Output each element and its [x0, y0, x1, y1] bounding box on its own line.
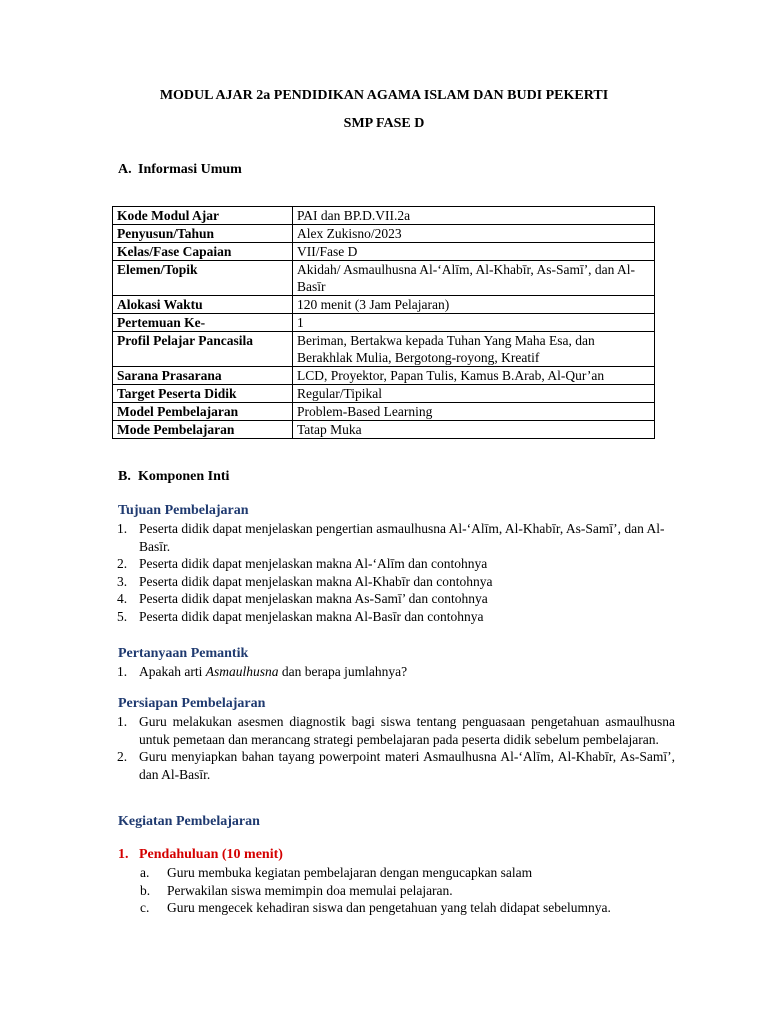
table-row — [113, 225, 655, 243]
table-row — [113, 421, 655, 439]
list-text: Perwakilan siswa memimpin doa memulai pelajaran. — [167, 882, 453, 898]
table-value: LCD, Proyektor, Papan Tulis, Kamus B.Arab, Al-Qur’an — [293, 367, 655, 385]
list-text: Peserta didik dapat menjelaskan makna Al-Khabīr dan contohnya — [139, 573, 493, 589]
table-row — [113, 403, 655, 421]
list-letter: a. — [140, 865, 150, 880]
list-number: 4. — [117, 591, 128, 606]
table-value: PAI dan BP.D.VII.2a — [293, 207, 655, 225]
list-item — [112, 663, 675, 681]
list-item — [112, 573, 675, 591]
table-key: Kelas/Fase Capaian — [113, 243, 293, 261]
list-text: Guru membuka kegiatan pembelajaran dengan mengucapkan salam — [167, 865, 533, 880]
list-item — [112, 520, 675, 555]
table-key: Penyusun/Tahun — [113, 225, 293, 243]
table-row — [113, 367, 655, 385]
list-item — [138, 899, 698, 917]
list-text: Guru melakukan asesmen diagnostik bagi siswa tentang penguasaan pengetahuan asmaulhusna untuk pemetaan dan merancang strategi pembelajaran pada peserta didik sebelum pembelajaran. — [139, 714, 675, 747]
table-value: Tatap Muka — [293, 421, 655, 439]
section-b-number: B. — [118, 469, 131, 484]
table-row — [113, 314, 655, 332]
list-letter: c. — [140, 900, 150, 915]
section-a-heading — [118, 162, 242, 178]
table-row — [113, 385, 655, 403]
general-info-table — [112, 206, 655, 439]
tujuan-list — [112, 520, 675, 625]
table-value: Akidah/ Asmaulhusna Al-‘Alīm, Al-Khabīr, As-Samī’, dan Al-Basīr — [293, 261, 655, 296]
table-row — [113, 261, 655, 296]
list-number: 1. — [117, 714, 128, 729]
table-value: Beriman, Bertakwa kepada Tuhan Yang Maha Esa, dan Berakhlak Mulia, Bergotong-royong, Kreatif — [293, 332, 655, 367]
table-key: Alokasi Waktu — [113, 296, 293, 314]
table-row — [113, 243, 655, 261]
list-number: 2. — [117, 556, 128, 571]
table-key: Model Pembelajaran — [113, 403, 293, 421]
table-value: VII/Fase D — [293, 243, 655, 261]
table-key: Kode Modul Ajar — [113, 207, 293, 225]
list-number: 3. — [117, 573, 128, 589]
table-row — [113, 207, 655, 225]
section-a-number: A. — [118, 162, 132, 177]
list-text: Guru menyiapkan bahan tayang powerpoint materi Asmaulhusna Al-‘Alīm, Al-Khabīr, As-Samī’, dan Al-Basīr. — [139, 749, 675, 782]
table-key: Mode Pembelajaran — [113, 421, 293, 439]
pendahuluan-heading — [118, 847, 283, 863]
list-item — [138, 864, 698, 882]
table-key: Sarana Prasarana — [113, 367, 293, 385]
pertanyaan-heading: Pertanyaan Pemantik — [118, 646, 249, 661]
list-item — [112, 713, 675, 748]
table-row — [113, 332, 655, 367]
list-item — [112, 555, 675, 573]
question-pre: Apakah arti — [139, 664, 206, 679]
step-number: 1. — [118, 847, 129, 862]
list-number: 2. — [117, 749, 128, 764]
list-text: Peserta didik dapat menjelaskan makna Al-‘Alīm dan contohnya — [139, 556, 488, 571]
document-subtitle: SMP FASE D — [343, 116, 425, 131]
step-label: Pendahuluan (10 menit) — [139, 847, 283, 862]
list-number: 1. — [117, 664, 128, 679]
list-item — [112, 608, 675, 626]
list-text: Peserta didik dapat menjelaskan makna Al-Basīr dan contohnya — [139, 608, 484, 624]
list-number: 5. — [117, 608, 128, 624]
pendahuluan-list — [138, 864, 698, 917]
persiapan-list — [112, 713, 675, 783]
kegiatan-heading: Kegiatan Pembelajaran — [118, 814, 260, 829]
table-key: Elemen/Topik — [113, 261, 293, 296]
list-text: Peserta didik dapat menjelaskan makna As-Samī’ dan contohnya — [139, 591, 488, 606]
table-key: Profil Pelajar Pancasila — [113, 332, 293, 367]
list-item — [138, 882, 698, 900]
tujuan-heading: Tujuan Pembelajaran — [118, 503, 249, 518]
table-value: Alex Zukisno/2023 — [293, 225, 655, 243]
list-letter: b. — [140, 882, 151, 898]
persiapan-heading: Persiapan Pembelajaran — [118, 696, 266, 711]
table-value: 1 — [293, 314, 655, 332]
list-item — [112, 590, 675, 608]
table-key: Target Peserta Didik — [113, 385, 293, 403]
list-text: Peserta didik dapat menjelaskan pengertian asmaulhusna Al-‘Alīm, Al-Khabīr, As-Samī’, dan Al-Basīr. — [139, 521, 665, 554]
list-item — [112, 748, 675, 783]
section-a-label: Informasi Umum — [138, 162, 242, 177]
list-number: 1. — [117, 521, 128, 536]
table-value: Regular/Tipikal — [293, 385, 655, 403]
table-key: Pertemuan Ke- — [113, 314, 293, 332]
pertanyaan-list — [112, 663, 675, 681]
question-post: dan berapa jumlahnya? — [278, 664, 408, 679]
section-b-heading — [118, 469, 229, 485]
document-title: MODUL AJAR 2a PENDIDIKAN AGAMA ISLAM DAN BUDI PEKERTI — [159, 88, 609, 103]
table-row — [113, 296, 655, 314]
table-value: Problem-Based Learning — [293, 403, 655, 421]
table-value: 120 menit (3 Jam Pelajaran) — [293, 296, 655, 314]
section-b-label: Komponen Inti — [138, 469, 230, 484]
question-emphasis: Asmaulhusna — [205, 664, 279, 679]
list-text: Guru mengecek kehadiran siswa dan pengetahuan yang telah didapat sebelumnya. — [167, 900, 611, 915]
